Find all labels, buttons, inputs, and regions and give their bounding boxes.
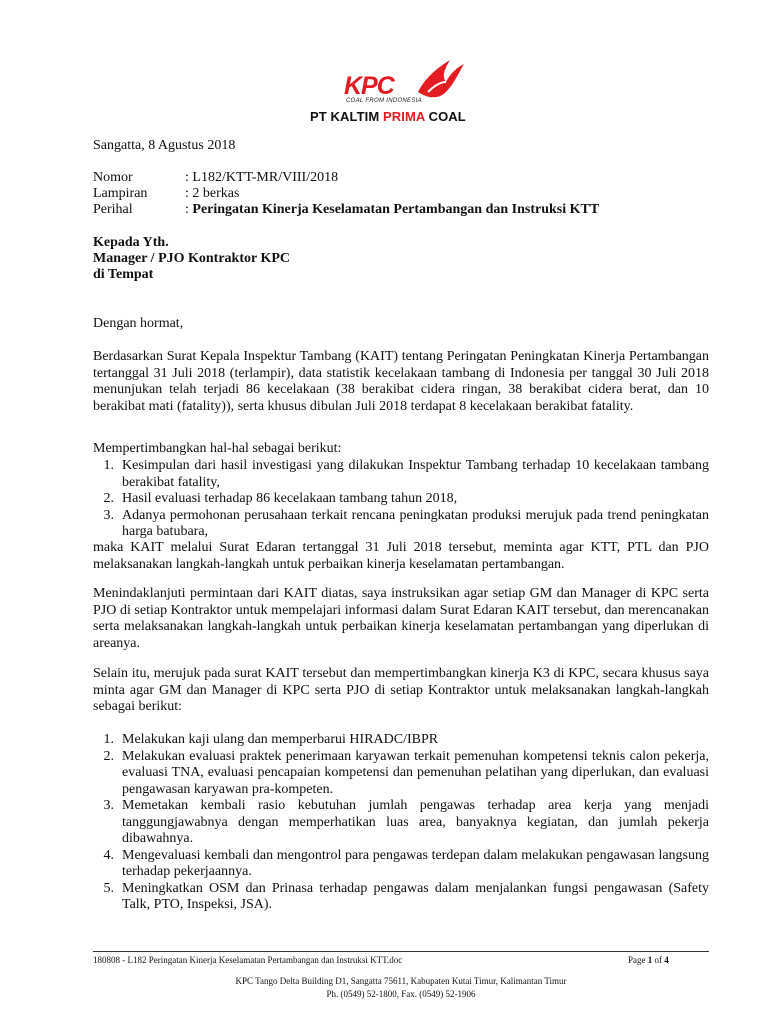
list-item [93, 458, 709, 491]
logo-name-highlight: PRIMA [382, 109, 425, 124]
footer-address: KPC Tango Delta Building D1, Sangatta 75611, Kabupaten Kutai Timur, Kalimantan Timur [235, 976, 567, 986]
meta-lampiran [93, 186, 239, 203]
list-number: 2. [103, 748, 114, 764]
meta-value: : [185, 202, 193, 217]
action-list [93, 732, 709, 914]
list-number: 3. [103, 507, 114, 523]
meta-label: Nomor [93, 170, 133, 185]
list-text: Mengevaluasi kembali dan mengontrol para pengawas terdepan dalam melakukan pengawasan langsung terhadap pekerjaannya. [122, 847, 709, 879]
page-of: of [652, 955, 665, 965]
paragraph-2: Menindaklanjuti permintaan dari KAIT diatas, saya instruksikan agar setiap GM dan Manager di KPC serta PJO di setiap Kontraktor untuk mempelajari informasi dalam Surat Edaran KAIT tersebut, dan merencanakan serta melaksanakan langkah-langkah untuk perbaikan kinerja keselamatan pertambangan yang diperlukan di areanya. [93, 586, 709, 651]
list-text: Meningkatkan OSM dan Prinasa terhadap pengawas dalam menjalankan fungsi pengawasan (Safety Talk, PTO, Inspeksi, JSA). [122, 880, 709, 912]
footer-page-number [628, 955, 669, 965]
list-text: Melakukan evaluasi praktek penerimaan karyawan terkait pemenuhan kompetensi teknis calon pekerja, evaluasi TNA, evaluasi pencapaian kompetensi dan pemenuhan pelatihan yang diperlukan, dan evaluasi pengawasan karyawan pra-kompeten. [122, 748, 709, 797]
list-number: 1. [103, 732, 114, 747]
list-item [93, 749, 709, 799]
footer-divider [93, 951, 709, 952]
page-label: Page [628, 955, 648, 965]
salutation: Dengan hormat, [93, 316, 184, 331]
consider-list [93, 458, 709, 541]
list-text: Hasil evaluasi terhadap 86 kecelakaan tambang tahun 2018, [122, 491, 458, 506]
list-number: 5. [103, 880, 114, 896]
logo-company-name [310, 109, 466, 124]
logo-name-prefix: PT KALTIM [310, 109, 383, 124]
company-logo [300, 52, 500, 128]
list-item [93, 508, 709, 541]
list-number: 3. [103, 798, 114, 813]
list-item [93, 732, 709, 749]
meta-value: : 2 berkas [185, 186, 240, 201]
logo-brand: KPC [344, 72, 394, 100]
recipient-line: di Tempat [93, 267, 154, 282]
list-item [93, 881, 709, 914]
logo-tagline: COAL FROM INDONESIA [346, 98, 422, 104]
consider-intro: Mempertimbangkan hal-hal sebagai berikut: [93, 441, 342, 456]
list-number: 2. [103, 491, 114, 506]
consider-outro: maka KAIT melalui Surat Edaran tertanggal 31 Juli 2018 tersebut, meminta agar KTT, PTL dan PJO melaksanakan langkah-langkah untuk perbaikan kinerja keselamatan pertambangan. [93, 540, 709, 572]
meta-label: Lampiran [93, 186, 148, 201]
list-item [93, 798, 709, 848]
meta-perihal [93, 202, 599, 219]
footer-filename: 180808 - L182 Peringatan Kinerja Keselamatan Pertambangan dan Instruksi KTT.doc [93, 955, 403, 965]
list-item [93, 848, 709, 881]
meta-label: Perihal [93, 202, 133, 217]
recipient-line: Manager / PJO Kontraktor KPC [93, 251, 291, 266]
paragraph-3: Selain itu, merujuk pada surat KAIT tersebut dan mempertimbangkan kinerja K3 di KPC, secara khusus saya minta agar GM dan Manager di KPC serta PJO di setiap Kontraktor untuk melaksanakan langkah-langkah sebagai berikut: [93, 666, 709, 714]
footer-contact: Ph. (0549) 52-1800, Fax. (0549) 52-1906 [326, 989, 476, 999]
list-text: Kesimpulan dari hasil investigasi yang dilakukan Inspektur Tambang terhadap 10 kecelakaan tambang berakibat fatality, [122, 458, 709, 490]
meta-nomor [93, 170, 338, 187]
list-text: Melakukan kaji ulang dan memperbarui HIRADC/IBPR [122, 732, 439, 747]
list-number: 4. [103, 847, 114, 863]
list-number: 1. [103, 458, 114, 473]
list-text: Memetakan kembali rasio kebutuhan jumlah pengawas terhadap area kerja yang menjadi tanggungjawabnya dengan memperhatikan luas area, banyaknya kegiatan, dan jumlah pekerja dibawahnya. [122, 798, 709, 846]
page-current: 1 [647, 955, 653, 965]
page-total: 4 [664, 955, 669, 965]
subject-title: Peringatan Kinerja Keselamatan Pertambangan dan Instruksi KTT [192, 202, 600, 217]
logo-name-suffix: COAL [424, 109, 466, 124]
paragraph-1: Berdasarkan Surat Kepala Inspektur Tambang (KAIT) tentang Peringatan Peningkatan Kinerja Pertambangan tertanggal 31 Juli 2018 (terlampir), data statistik kecelakaan tambang di Indonesia per tanggal 30 Juli 2018 menunjukan telah terjadi 86 kecelakaan (38 berakibat cidera ringan, 38 berakibat cidera berat, dan 10 berakibat mati (fatality)), serta khusus dibulan Juli 2018 terdapat 8 kecelakaan berakibat fatality. [93, 349, 709, 414]
recipient-line: Kepada Yth. [93, 235, 169, 250]
date-line: Sangatta, 8 Agustus 2018 [93, 138, 236, 153]
list-item [93, 491, 709, 508]
list-text: Adanya permohonan perusahaan terkait rencana peningkatan produksi merujuk pada trend peningkatan harga batubara, [122, 507, 709, 539]
meta-value: : L182/KTT-MR/VIII/2018 [185, 170, 339, 185]
